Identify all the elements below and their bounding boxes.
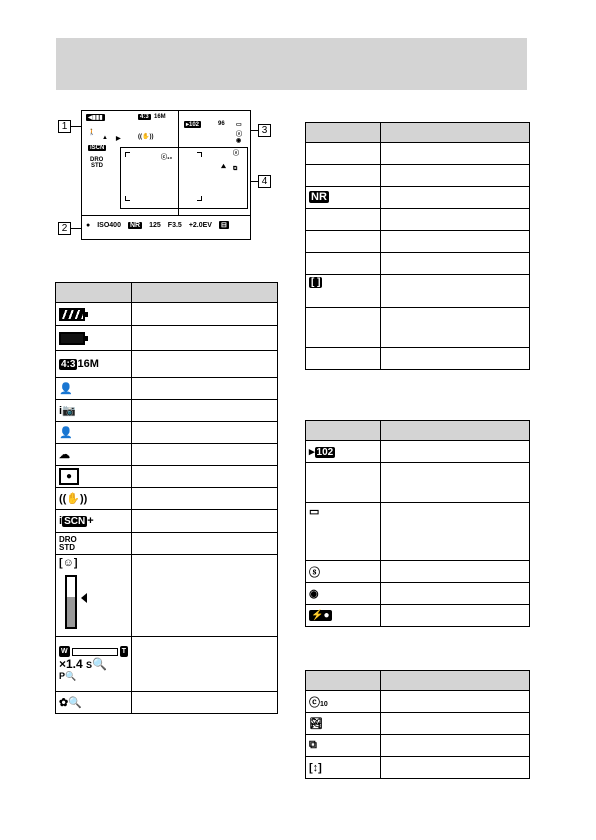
intelligent-scene-icon: iSCN: [90, 145, 105, 151]
table-cell: [132, 510, 278, 533]
landscape-icon: ☁: [56, 444, 132, 466]
table-cell: [381, 231, 530, 253]
intelligent-letter: i: [59, 515, 63, 527]
dro-label: DRO: [90, 157, 104, 163]
memory-card-icon: ▭: [236, 122, 242, 128]
zoom-p-label: P: [59, 671, 66, 681]
table-cell: [381, 441, 530, 463]
callout-4: 4: [258, 175, 271, 188]
table-header-cell: [306, 421, 381, 441]
hdr-icon: ⛰: [221, 164, 227, 170]
table-cell: [381, 463, 530, 503]
screen-diagram: [81, 110, 251, 240]
table-cell: [56, 466, 132, 488]
spot-metering-icon: [ ]: [311, 277, 321, 288]
zoom-magnifier-icon: 🔍: [92, 657, 108, 671]
battery-empty-icon: [59, 332, 85, 345]
callout-1: 1: [58, 120, 71, 133]
steadyshot-icon: ((✋)): [138, 134, 154, 140]
dro-std-label: STD: [59, 542, 75, 552]
dro-label: DRO: [59, 534, 77, 544]
table-cell: [381, 691, 530, 713]
table-cell: [56, 351, 132, 378]
focus-corner: [125, 196, 130, 201]
table-cell: [132, 422, 278, 444]
scene-person-icon: 👤: [56, 422, 132, 444]
table-cell: [381, 503, 530, 561]
auto-orientation-icon: [↕]: [306, 757, 381, 779]
table-cell: [306, 143, 381, 165]
table-cell: [56, 555, 132, 637]
smile-level-gauge: [65, 575, 77, 629]
burst-icon: ⧉: [233, 166, 238, 172]
aspect-ratio-icon: 4:3: [61, 359, 76, 370]
camera-icon: 📷: [62, 405, 76, 417]
table-header-cell: [381, 671, 530, 691]
play-icon: ▶: [116, 136, 121, 142]
zoom-s-label: S: [86, 660, 93, 670]
table-cell: [306, 348, 381, 370]
table-cell: [132, 692, 278, 714]
folder-arrow-icon: ▸: [309, 446, 315, 458]
table-header-cell: [56, 283, 132, 303]
table-cell: [381, 165, 530, 187]
folder-icon: ▸102: [186, 122, 200, 128]
table-cell: [306, 165, 381, 187]
scene-person-icon: 👤: [56, 378, 132, 400]
image-size-label: 16M: [154, 114, 166, 120]
face-detection-icon: ⓢ: [233, 151, 240, 157]
section-header-banner: [56, 38, 527, 90]
table-cell: [306, 691, 381, 713]
diagram-divider-horizontal: [82, 215, 250, 216]
exposure-label: +2.0EV: [188, 221, 212, 229]
table-cell: [132, 488, 278, 510]
table-cell: [132, 637, 278, 692]
table-cell: [381, 209, 530, 231]
table-cell: [306, 231, 381, 253]
macro-zoom-icon: ✿🔍: [56, 692, 132, 714]
recording-dot: ●: [86, 221, 91, 229]
iso-label: ISO400: [97, 221, 121, 229]
flash-off-icon: ⓢ: [306, 561, 381, 583]
table-cell: [306, 308, 381, 348]
table-cell: [306, 605, 381, 627]
table-screen-area-4: [305, 670, 530, 779]
table-cell: [381, 187, 530, 209]
callout-leader: [250, 181, 258, 182]
table-cell: [381, 253, 530, 275]
table-cell: [306, 463, 381, 503]
table-header-cell: [306, 671, 381, 691]
flash-charging-icon: ⚡●: [311, 610, 330, 621]
table-cell: [132, 400, 278, 422]
battery-icon: ◀▮▮▮: [88, 115, 103, 121]
callout-leader: [71, 126, 81, 127]
table-cell: [132, 533, 278, 555]
self-timer-icon: ⓒ: [309, 696, 320, 709]
gauge-pointer: [81, 593, 87, 603]
table-cell: [306, 275, 381, 308]
scene-person-icon: 🚶: [88, 130, 96, 136]
zoom-wide-label: W: [61, 648, 68, 655]
table-header-cell: [381, 421, 530, 441]
table-cell: [56, 326, 132, 351]
focus-area-frame: [120, 147, 248, 209]
scene-icon: 🏞: [306, 713, 381, 735]
landscape-icon: ▲: [102, 135, 108, 141]
table-cell: [132, 466, 278, 488]
red-eye-icon: ◉: [236, 138, 242, 144]
table-cell: [132, 555, 278, 637]
memory-card-icon: ▭: [306, 503, 381, 561]
burst-icon: ⧉: [306, 735, 381, 757]
table-cell: [381, 757, 530, 779]
dro-std-label: STD: [91, 163, 103, 169]
table-screen-area-3: [305, 420, 530, 627]
callout-leader: [250, 130, 258, 131]
table-cell: [132, 444, 278, 466]
focus-corner: [125, 152, 130, 157]
table-screen-area-1: [55, 282, 278, 714]
callout-3: 3: [258, 124, 271, 137]
callout-leader: [71, 228, 81, 229]
aspect-ratio-icon: 4:3: [140, 114, 149, 120]
flash-off-icon: ⓢ: [236, 132, 243, 138]
steadyshot-icon: ((✋)): [56, 488, 132, 510]
table-cell: [381, 713, 530, 735]
gauge-fill: [67, 597, 75, 627]
table-cell: [132, 326, 278, 351]
table-screen-area-2: [305, 122, 530, 370]
zoom-tele-label: T: [121, 648, 126, 655]
plus-icon: +: [87, 515, 94, 527]
table-cell: [56, 533, 132, 555]
table-cell: [132, 351, 278, 378]
table-cell: [306, 209, 381, 231]
metering-icon: ●: [59, 468, 79, 485]
table-cell: [56, 303, 132, 326]
zoom-bar: [72, 648, 118, 656]
smile-shutter-icon: [☺]: [59, 557, 78, 569]
aperture-label: F3.5: [167, 221, 182, 229]
table-cell: [381, 143, 530, 165]
table-cell: [381, 275, 530, 308]
folder-number-icon: 102: [316, 447, 334, 458]
table-cell: [56, 510, 132, 533]
zoom-magnifier-icon: 🔍: [65, 671, 77, 681]
focus-corner: [197, 196, 202, 201]
noise-reduction-badge: NR: [129, 221, 141, 229]
callout-2: 2: [58, 222, 71, 235]
table-cell: [381, 348, 530, 370]
intelligent-letter: i: [59, 405, 63, 417]
table-header-cell: [306, 123, 381, 143]
zoom-ratio-label: ×1.4: [59, 657, 83, 671]
image-count-label: 96: [218, 121, 225, 127]
battery-full-icon: [59, 308, 85, 321]
shutter-speed-label: 125: [149, 221, 161, 229]
table-cell: [56, 637, 132, 692]
table-cell: [381, 561, 530, 583]
table-header-cell: [381, 123, 530, 143]
table-cell: [381, 605, 530, 627]
table-cell: [306, 441, 381, 463]
display-mode-icon: ⊟: [220, 222, 227, 229]
image-size-label: 16M: [77, 358, 99, 370]
table-cell: [306, 253, 381, 275]
scn-badge: SCN: [64, 516, 86, 527]
table-header-cell: [132, 283, 278, 303]
table-cell: [56, 400, 132, 422]
noise-reduction-icon: NR: [311, 191, 327, 203]
table-cell: [132, 378, 278, 400]
red-eye-icon: ◉: [306, 583, 381, 605]
table-cell: [381, 308, 530, 348]
focus-corner: [197, 152, 202, 157]
table-cell: [381, 583, 530, 605]
table-cell: [306, 187, 381, 209]
table-cell: [132, 303, 278, 326]
bottom-status-bar: [86, 221, 248, 229]
self-timer-icon: ⓒ₁₀: [161, 155, 173, 161]
table-cell: [381, 735, 530, 757]
self-timer-seconds: 10: [320, 700, 328, 708]
